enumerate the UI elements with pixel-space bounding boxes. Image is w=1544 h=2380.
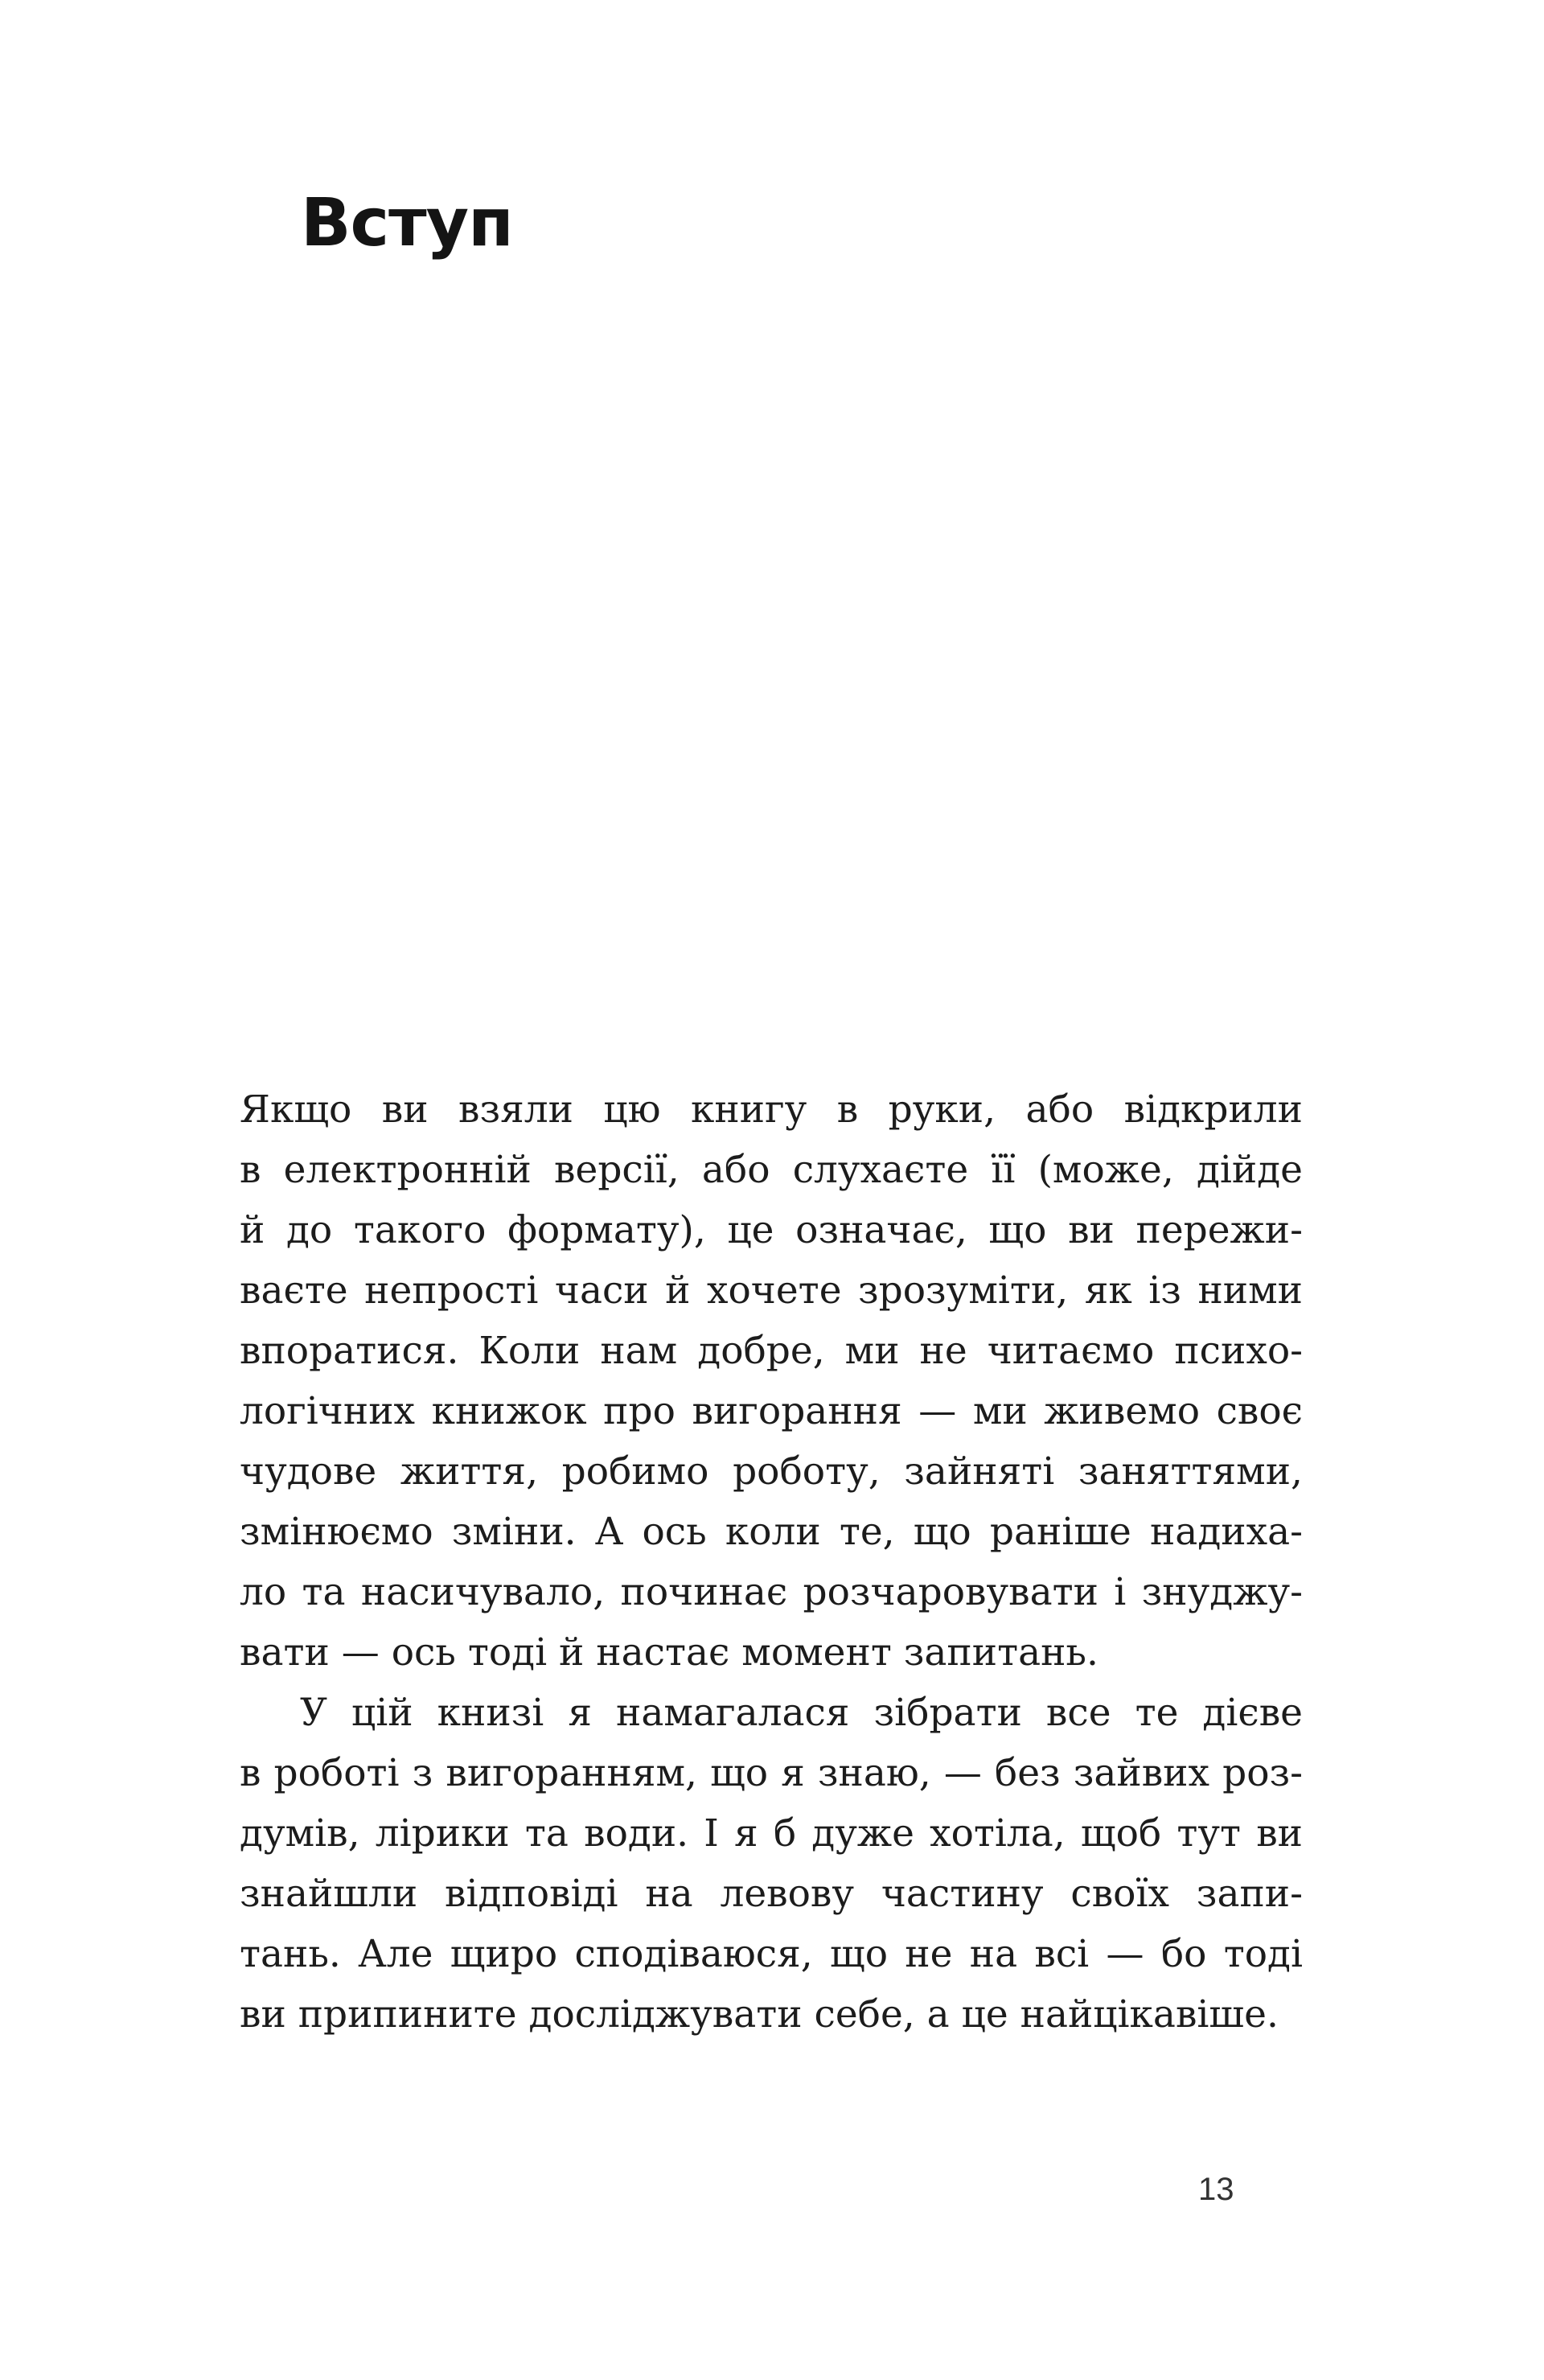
text-line: вати — ось тоді й настає момент запитань.	[240, 1630, 1098, 1675]
text-line: У цій книзі я намагалася зібрати все те дієве	[300, 1691, 1303, 1735]
text-line: чудове життя, робимо роботу, зайняті заняттями,	[240, 1449, 1303, 1494]
text-line: в електронній версії, або слухаєте її (може, дійде	[240, 1148, 1303, 1192]
paragraph	[240, 1683, 1303, 2045]
text-line: ваєте непрості часи й хочете зрозуміти, як із ними	[240, 1268, 1303, 1313]
text-line: в роботі з вигоранням, що я знаю, — без зайвих роз-	[240, 1751, 1303, 1795]
text-line: змінюємо зміни. А ось коли те, що раніше надиха-	[240, 1510, 1303, 1554]
text-line: ви припините досліджувати себе, а це найцікавіше.	[240, 1992, 1279, 2037]
chapter-title: Вступ	[301, 185, 513, 261]
text-line: Якщо ви взяли цю книгу в руки, або відкрили	[240, 1087, 1303, 1132]
text-line: й до такого формату), це означає, що ви пережи-	[240, 1208, 1303, 1252]
text-line: ло та насичувало, починає розчаровувати і знуджу-	[240, 1570, 1303, 1614]
paragraph	[240, 1079, 1303, 1683]
body-text	[240, 1079, 1303, 2045]
text-line: знайшли відповіді на левову частину своїх запи-	[240, 1872, 1303, 1916]
text-line: тань. Але щиро сподіваюся, що не на всі — бо тоді	[240, 1932, 1303, 1976]
text-line: логічних книжок про вигорання — ми живемо своє	[240, 1389, 1303, 1433]
text-line: думів, лірики та води. І я б дуже хотіла, щоб тут ви	[240, 1811, 1303, 1856]
page-number: 13	[1198, 2172, 1234, 2207]
text-line: впоратися. Коли нам добре, ми не читаємо психо-	[240, 1329, 1303, 1373]
